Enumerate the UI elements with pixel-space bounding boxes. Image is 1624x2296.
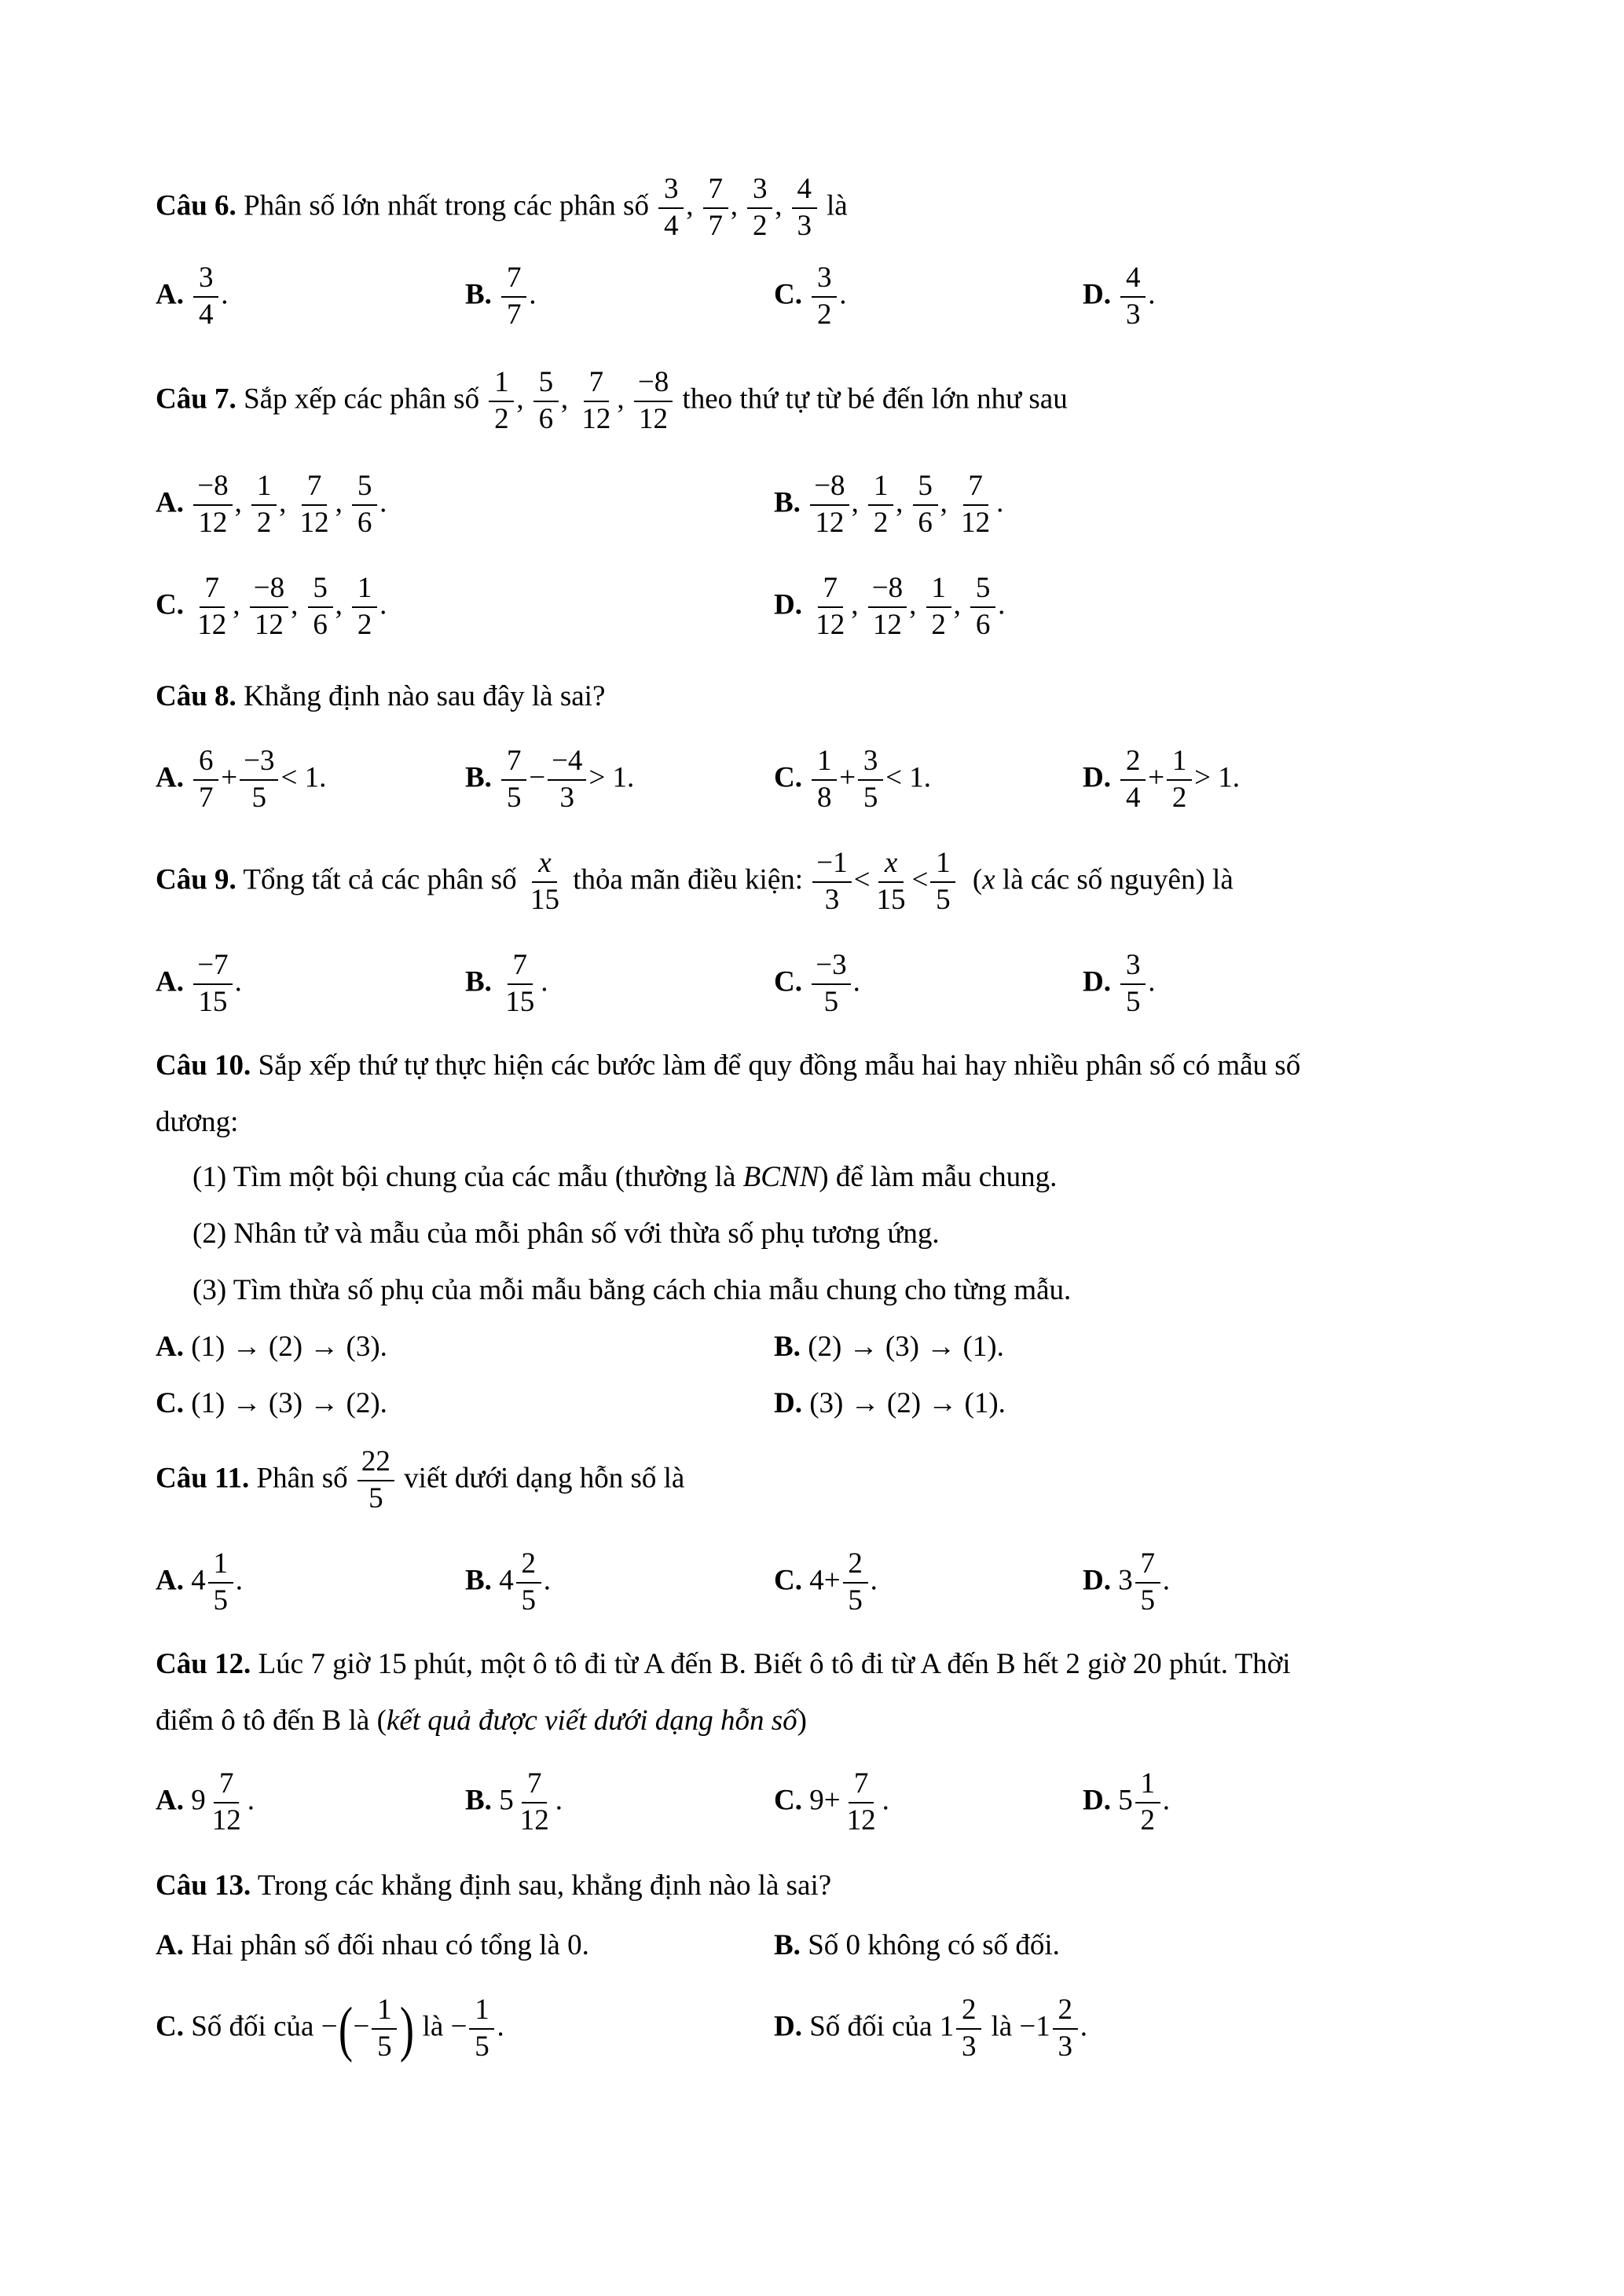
fraction: $\frac{5}{6}$ — [308, 573, 333, 641]
fraction: $\frac{6}{7}$ — [193, 746, 218, 814]
fraction: $\frac{22}{5}$ — [357, 1447, 394, 1514]
fraction: $\frac{7}{12}$ — [961, 470, 991, 539]
fraction: $\frac{-8}{12}$ — [193, 471, 232, 539]
q10-option-c[interactable]: C. (1) → (3) → (2). — [156, 1387, 387, 1419]
q12-stem-line1: Câu 12. Lúc 7 giờ 15 phút, một ô tô đi từ A đến B. Biết ô tô đi từ A đến B hết 2 giờ 20 phút. Thời — [156, 1648, 1291, 1680]
fraction: $\frac{7}{5}$ — [1135, 1549, 1160, 1617]
fraction: $\frac{-4}{3}$ — [548, 746, 586, 814]
fraction: $\frac{7}{12}$ — [299, 470, 329, 539]
q8-stem: Câu 8. Khẳng định nào sau đây là sai? — [156, 680, 606, 712]
fraction: $\frac{5}{6}$ — [533, 368, 559, 435]
q9-stem: Câu 9. Tổng tất cả các phân số $\frac{x}{15}$ thỏa mãn điều kiện: $\frac{-1}{3}$ < $\frac{x}{15}$ < $\frac{1}{5}$ (x là các số nguyên) là — [156, 847, 1234, 916]
fraction: $\frac{4}{3}$ — [792, 174, 817, 242]
fraction: $\frac{1}{5}$ — [372, 1995, 397, 2063]
q13-option-c[interactable]: C. Số đối của −(− $\frac{1}{5}$ ) là − $\frac{1}{5}$ . — [156, 1994, 504, 2063]
q6-option-b[interactable]: B. $\frac{7}{7}$ . — [465, 262, 537, 331]
fraction: $\frac{7}{7}$ — [703, 174, 728, 242]
fraction: $\frac{-3}{5}$ — [812, 950, 850, 1018]
fraction: $\frac{2}{5}$ — [516, 1549, 541, 1617]
fraction: $\frac{7}{12}$ — [846, 1767, 876, 1836]
fraction: $\frac{3}{2}$ — [747, 174, 772, 242]
q11-stem: Câu 11. Phân số $\frac{22}{5}$ viết dưới dạng hỗn số là — [156, 1445, 685, 1514]
q10-stem-line2: dương: — [156, 1106, 239, 1138]
fraction: $\frac{2}{5}$ — [843, 1549, 868, 1617]
fraction: $\frac{1}{8}$ — [812, 746, 837, 814]
fraction: $\frac{3}{4}$ — [658, 174, 684, 242]
q7-option-a[interactable]: A. $\frac{-8}{12}$ , $\frac{1}{2}$ , $\frac{7}{12}$ , $\frac{5}{6}$ . — [156, 470, 387, 539]
fraction: $\frac{2}{4}$ — [1120, 746, 1146, 814]
q6-option-c[interactable]: C. $\frac{3}{2}$ . — [774, 262, 847, 331]
fraction: $\frac{2}{3}$ — [1053, 1995, 1078, 2063]
q13-stem: Câu 13. Trong các khẳng định sau, khẳng định nào là sai? — [156, 1869, 832, 1902]
q12-option-c[interactable]: C. 9+ $\frac{7}{12}$ . — [774, 1767, 889, 1836]
fraction: $\frac{-8}{12}$ — [250, 573, 288, 641]
q12-option-a[interactable]: A. 9 $\frac{7}{12}$ . — [156, 1767, 255, 1836]
q9-option-d[interactable]: D. $\frac{3}{5}$ . — [1083, 949, 1156, 1018]
q10-option-b[interactable]: B. (2) → (3) → (1). — [774, 1331, 1004, 1363]
q11-option-c[interactable]: C. 4+ $\frac{2}{5}$ . — [774, 1547, 878, 1617]
q12-option-b[interactable]: B. 5 $\frac{7}{12}$ . — [465, 1767, 563, 1836]
q6-stem: Câu 6. Phân số lớn nhất trong các phân số $\frac{3}{4}$ , $\frac{7}{7}$ , $\frac{3}{2}$ , $\frac{4}{3}$ là — [156, 173, 848, 242]
q10-option-a[interactable]: A. (1) → (2) → (3). — [156, 1331, 387, 1363]
q9-option-b[interactable]: B. $\frac{7}{15}$ . — [465, 949, 548, 1018]
fraction: $\frac{7}{12}$ — [816, 572, 845, 641]
q9-option-a[interactable]: A. $\frac{-7}{15}$ . — [156, 949, 242, 1018]
fraction: $\frac{7}{7}$ — [501, 263, 526, 331]
q10-step3: (3) Tìm thừa số phụ của mỗi mẫu bằng cách chia mẫu chung cho từng mẫu. — [192, 1274, 1072, 1306]
fraction: $\frac{1}{2}$ — [352, 573, 377, 641]
fraction: $\frac{4}{3}$ — [1120, 263, 1146, 331]
fraction: $\frac{1}{2}$ — [251, 471, 277, 539]
q10-stem-line1: Câu 10. Sắp xếp thứ tự thực hiện các bước làm để quy đồng mẫu hai hay nhiều phân số có mẫu số — [156, 1049, 1301, 1082]
fraction: $\frac{1}{2}$ — [1135, 1769, 1160, 1836]
q10-step2: (2) Nhân tử và mẫu của mỗi phân số với thừa số phụ tương ứng. — [192, 1218, 940, 1250]
fraction: $\frac{7}{12}$ — [211, 1767, 241, 1836]
q7-stem: Câu 7. Sắp xếp các phân số $\frac{1}{2}$ , $\frac{5}{6}$ , $\frac{7}{12}$ , $\frac{-8}{12}$ theo thứ tự từ bé đến lớn như sau — [156, 366, 1068, 435]
q7-option-c[interactable]: C. $\frac{7}{12}$ , $\frac{-8}{12}$ , $\frac{5}{6}$ , $\frac{1}{2}$ . — [156, 572, 387, 641]
q8-option-c[interactable]: C. $\frac{1}{8}$ + $\frac{3}{5}$ < 1. — [774, 745, 931, 814]
fraction: $\frac{x}{15}$ — [876, 847, 906, 916]
fraction: $\frac{1}{5}$ — [469, 1995, 494, 2063]
q9-option-c[interactable]: C. $\frac{-3}{5}$ . — [774, 949, 860, 1018]
q13-option-b[interactable]: B. Số 0 không có số đối. — [774, 1929, 1060, 1961]
q6-option-a[interactable]: A. $\frac{3}{4}$ . — [156, 262, 229, 331]
fraction: $\frac{7}{15}$ — [505, 949, 535, 1018]
q11-option-d[interactable]: D. 3 $\frac{7}{5}$ . — [1083, 1547, 1170, 1617]
q8-option-a[interactable]: A. $\frac{6}{7}$ + $\frac{-3}{5}$ < 1. — [156, 745, 327, 814]
fraction: $\frac{5}{6}$ — [970, 573, 995, 641]
fraction: $\frac{5}{6}$ — [913, 471, 938, 539]
q13-option-a[interactable]: A. Hai phân số đối nhau có tổng là 0. — [156, 1929, 589, 1961]
fraction: $\frac{1}{5}$ — [930, 848, 955, 916]
fraction: $\frac{x}{15}$ — [530, 847, 559, 916]
fraction: $\frac{3}{5}$ — [858, 746, 883, 814]
q11-option-a[interactable]: A. 4 $\frac{1}{5}$ . — [156, 1547, 243, 1617]
q6-label: Câu 6. — [156, 189, 236, 222]
fraction: $\frac{1}{2}$ — [926, 573, 951, 641]
q11-option-b[interactable]: B. 4 $\frac{2}{5}$ . — [465, 1547, 551, 1617]
fraction: $\frac{3}{5}$ — [1120, 950, 1146, 1018]
q12-stem-line2: điểm ô tô đến B là (kết quả được viết dưới dạng hỗn số) — [156, 1705, 807, 1737]
q7-option-d[interactable]: D. $\frac{7}{12}$ , $\frac{-8}{12}$ , $\frac{1}{2}$ , $\frac{5}{6}$ . — [774, 572, 1006, 641]
fraction: $\frac{7}{12}$ — [581, 366, 611, 435]
fraction: $\frac{2}{3}$ — [956, 1995, 981, 2063]
fraction: $\frac{-1}{3}$ — [812, 848, 851, 916]
q7-option-b[interactable]: B. $\frac{-8}{12}$ , $\frac{1}{2}$ , $\frac{5}{6}$ , $\frac{7}{12}$ . — [774, 470, 1004, 539]
fraction: $\frac{-8}{12}$ — [868, 573, 907, 641]
q12-option-d[interactable]: D. 5 $\frac{1}{2}$ . — [1083, 1767, 1170, 1836]
fraction: $\frac{-8}{12}$ — [634, 368, 673, 435]
q8-option-d[interactable]: D. $\frac{2}{4}$ + $\frac{1}{2}$ > 1. — [1083, 745, 1240, 814]
q10-step1: (1) Tìm một bội chung của các mẫu (thường là BCNN) để làm mẫu chung. — [192, 1161, 1058, 1193]
q8-option-b[interactable]: B. $\frac{7}{5}$ − $\frac{-4}{3}$ > 1. — [465, 745, 635, 814]
fraction: $\frac{3}{4}$ — [193, 263, 218, 331]
q6-option-d[interactable]: D. $\frac{4}{3}$ . — [1083, 262, 1156, 331]
fraction: $\frac{-8}{12}$ — [810, 471, 849, 539]
fraction: $\frac{3}{2}$ — [812, 263, 837, 331]
fraction: $\frac{7}{12}$ — [197, 572, 227, 641]
fraction: $\frac{7}{5}$ — [501, 746, 526, 814]
q6-text: Phân số lớn nhất trong các phân số — [244, 189, 649, 222]
fraction: $\frac{1}{2}$ — [1167, 746, 1192, 814]
fraction: $\frac{1}{5}$ — [208, 1549, 233, 1617]
fraction: $\frac{-7}{15}$ — [193, 950, 232, 1018]
fraction: $\frac{1}{2}$ — [489, 368, 514, 435]
fraction: $\frac{-3}{5}$ — [240, 746, 278, 814]
fraction: $\frac{5}{6}$ — [352, 471, 377, 539]
q13-option-d[interactable]: D. Số đối của 1 $\frac{2}{3}$ là −1 $\frac{2}{3}$ . — [774, 1994, 1088, 2063]
fraction: $\frac{1}{2}$ — [868, 471, 893, 539]
q10-option-d[interactable]: D. (3) → (2) → (1). — [774, 1387, 1006, 1419]
fraction: $\frac{7}{12}$ — [519, 1767, 549, 1836]
